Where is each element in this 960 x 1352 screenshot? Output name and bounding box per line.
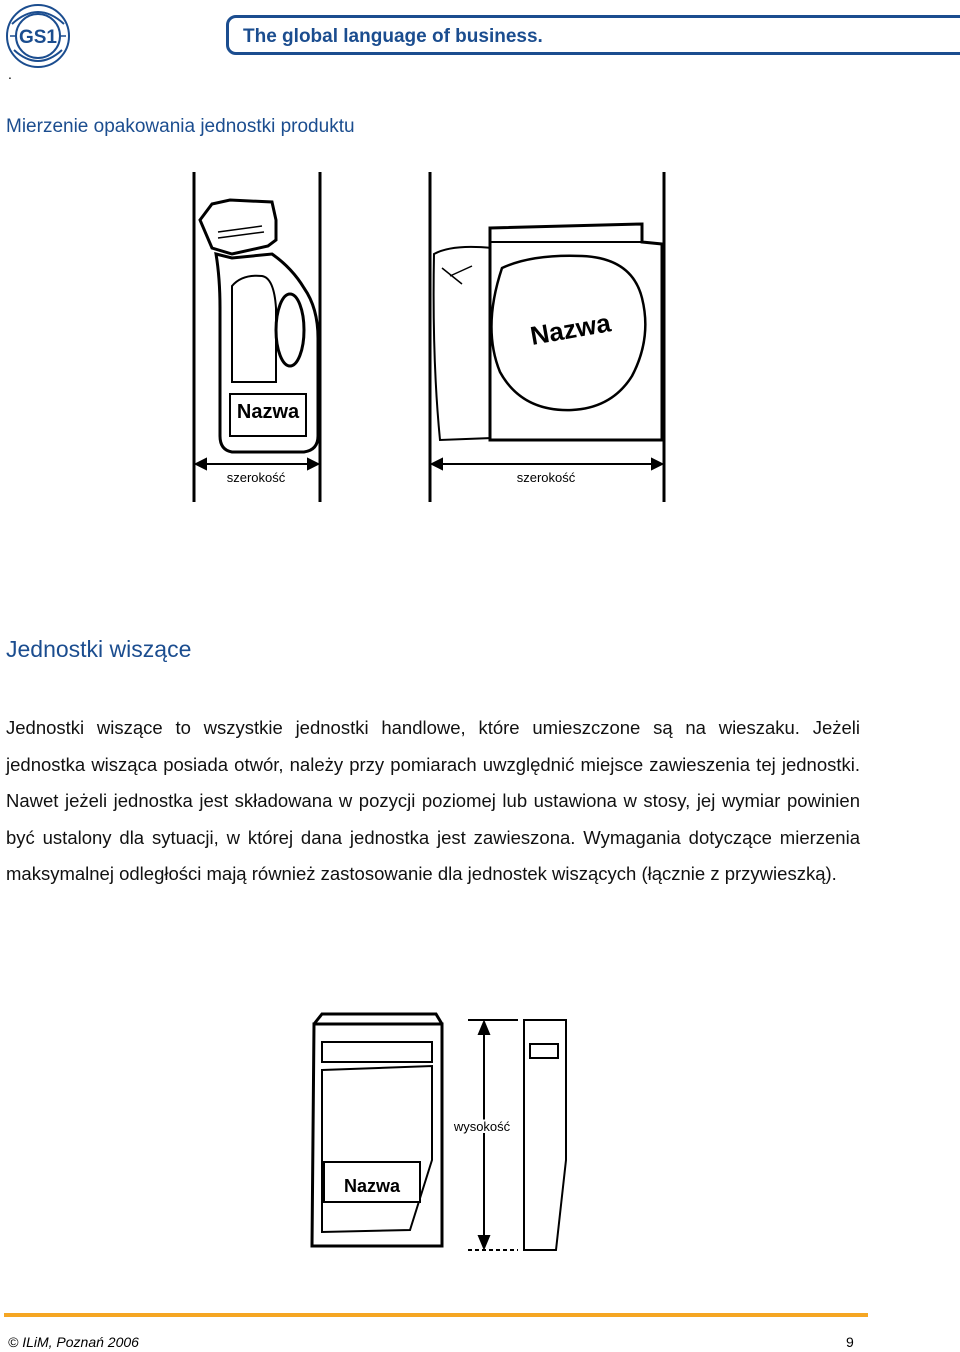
side-view <box>468 1020 566 1250</box>
bottle-label: Nazwa <box>236 401 300 423</box>
page-number: 9 <box>846 1334 854 1350</box>
body-paragraph: Jednostki wiszące to wszystkie jednostki handlowe, które umieszczone są na wieszaku. Jeżeli jednostka wisząca posiada otwór, należy przy pomiarach uwzględnić miejsce zawieszenia tej jednostki. Nawet jeżeli jednostka jest składowana w pozycji poziomej lub ustawiona w stosy, jej wymiar powinien być ustalony dla sytuacji, w której dana jednostka jest zawieszona. Wymagania dotyczące mierzenia maksymalnej odległości mają również zastosowanie dla jednostek wiszących (łącznie z przywieszką). <box>6 717 860 884</box>
width-label-right: szerokość <box>516 470 576 485</box>
package-label: Nazwa <box>343 1176 401 1196</box>
section-title: Mierzenie opakowania jednostki produktu <box>6 116 355 137</box>
box-label: Nazwa <box>527 307 613 351</box>
footer-rule <box>4 1313 868 1317</box>
width-arrow-left <box>196 459 318 469</box>
width-arrow-right <box>432 459 662 469</box>
footer-copyright: © ILiM, Poznań 2006 <box>8 1334 139 1350</box>
hanging-package-illustration <box>312 1014 442 1246</box>
height-label: wysokość <box>453 1119 511 1134</box>
header-dot: . <box>8 66 12 82</box>
gs1-logo <box>4 2 88 70</box>
height-measurement-figure <box>292 1010 572 1260</box>
width-measurement-figure <box>172 158 692 514</box>
width-label-left: szerokość <box>226 470 286 485</box>
tagline: The global language of business. <box>243 26 543 47</box>
tagline-box <box>226 15 960 55</box>
logo-text: GS1 <box>18 27 58 48</box>
height-arrow <box>479 1022 489 1248</box>
section-heading: Jednostki wiszące <box>6 636 192 662</box>
